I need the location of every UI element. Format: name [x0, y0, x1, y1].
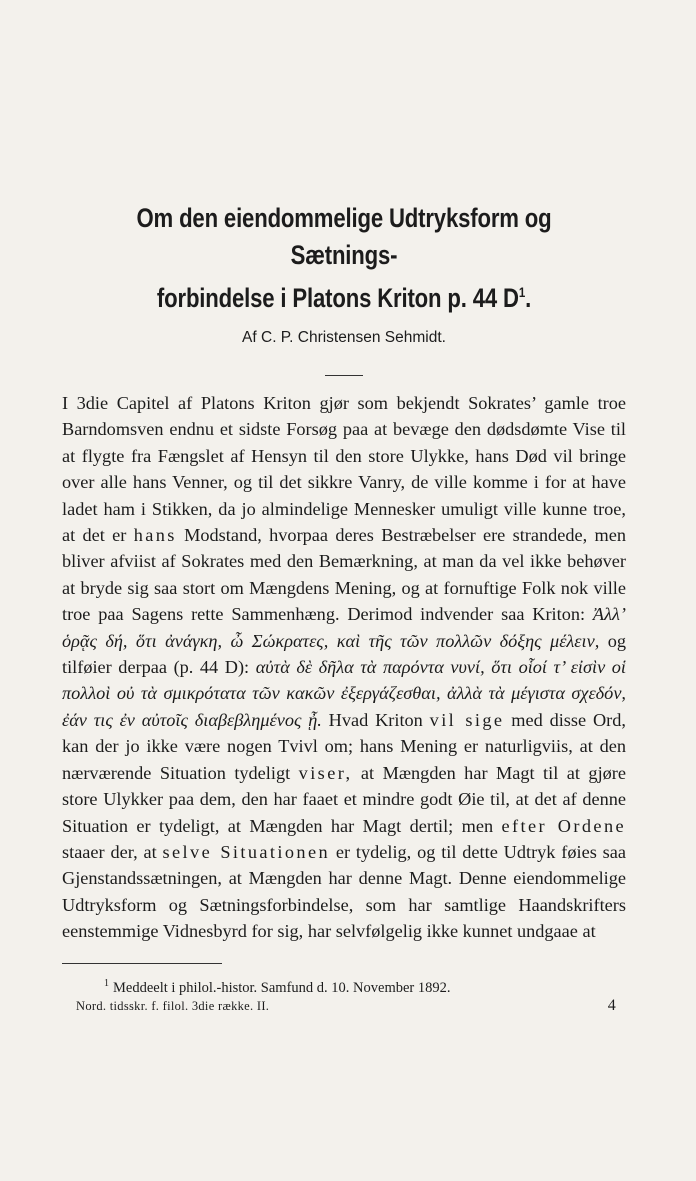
paragraph-1 [62, 390, 626, 945]
text-run: er tydelig, og til dette Udtryk føies saa Gjenstandssætningen, at Mængden har denne Magt. Denne eiendommelige Udtryksform og Sætningsforbindelse, som har samtlige Haandskrifters eenstemmige Vidnesbyrd for sig, har selvfølgelig ikke kunnet undgaae at [62, 841, 626, 942]
text-run: med disse Ord, kan der jo ikke være nogen Tvivl om; hans Mening er naturligviis, at den nærværende Situation tydeligt [62, 709, 626, 783]
spaced-word: vil sige [429, 709, 505, 730]
spaced-word: efter Ordene [501, 815, 627, 836]
signature-line [62, 999, 626, 1019]
footnote-text: Meddeelt i philol.-histor. Samfund d. 10. November 1892. [113, 979, 451, 996]
text-run: Modstand, hvorpaa deres Bestræbelser ere strandede, men bliver afviist af Sokrates med den Bemærkning, at man da vel ikke behøver at bryde sig saa stort om Mængdens Mening, og at fornuftige Folk nok ville troe paa Sagens rette Sammenhæng. Derimod indvender saa Kriton: [62, 525, 627, 625]
footnote-mark: 1 [104, 977, 109, 989]
page [62, 200, 626, 1019]
article-title [113, 200, 575, 317]
author-line: Af C. P. Christensen Sehmidt. [242, 329, 446, 346]
text-run: Hvad Kriton [328, 709, 423, 730]
title-end: . [525, 283, 532, 313]
text-run: staaer der, at [62, 841, 157, 862]
spaced-word: selve Situationen [162, 841, 331, 862]
journal-signature: Nord. tidsskr. f. filol. 3die række. II. [76, 999, 270, 1014]
greek-quote-1: Ἀλλ’ ὁρᾷς δή, ὅτι ἀνάγκη, ὦ Σώκρατες, καὶ τῆς τῶν πολλῶν δόξης μέλειν, [62, 604, 626, 651]
text-run: I 3die Capitel af Platons Kriton gjør som bekjendt Sokrates’ gamle troe Barndomsven endnu et sidste Forsøg paa at bevæge den dødsdømte Vise til at flygte fra Fængslet af Hensyn til den store Ulykke, hans Død vil bringe over alle hans Venner, og til det sikkre Vanry, de ville komme i for at have ladet ham i Stikken, da jo almindelige Mennesker umuligt ville kunne troe, at det er [62, 393, 626, 546]
spaced-word: viser, [298, 762, 353, 783]
spaced-word: hans [133, 525, 177, 546]
sheet-number: 4 [607, 997, 616, 1015]
body-text [62, 390, 626, 945]
title-line-2: forbindelse i Platons Kriton p. 44 D [156, 283, 519, 313]
text-run: og tilføier derpaa (p. 44 D): [62, 630, 626, 678]
footnote [62, 974, 626, 998]
title-line-1: Om den eiendommelige Udtryksform og Sætnings- [136, 203, 552, 270]
greek-quote-2: αὐτὰ δὲ δῆλα τὰ παρόντα νυνί, ὅτι οἷοί τ’ εἰσὶν οἱ πολλοὶ οὐ τὰ σμικρότατα τῶν κακῶν ἐξεργάζεσθαι, ἀλλὰ τὰ μέγιστα σχεδόν, ἐάν τις ἐν αὐτοῖς διαβεβλημένος ᾖ. [62, 657, 626, 730]
footnote-divider [62, 963, 222, 964]
title-footnote-mark: 1 [518, 284, 526, 300]
text-run: at Mængden har Magt til at gjøre store Ulykker paa dem, den har faaet et mindre godt Øie til, at det af denne Situation er tydeligt, at Mængden har Magt dertil; men [62, 762, 626, 836]
title-divider [325, 375, 363, 376]
